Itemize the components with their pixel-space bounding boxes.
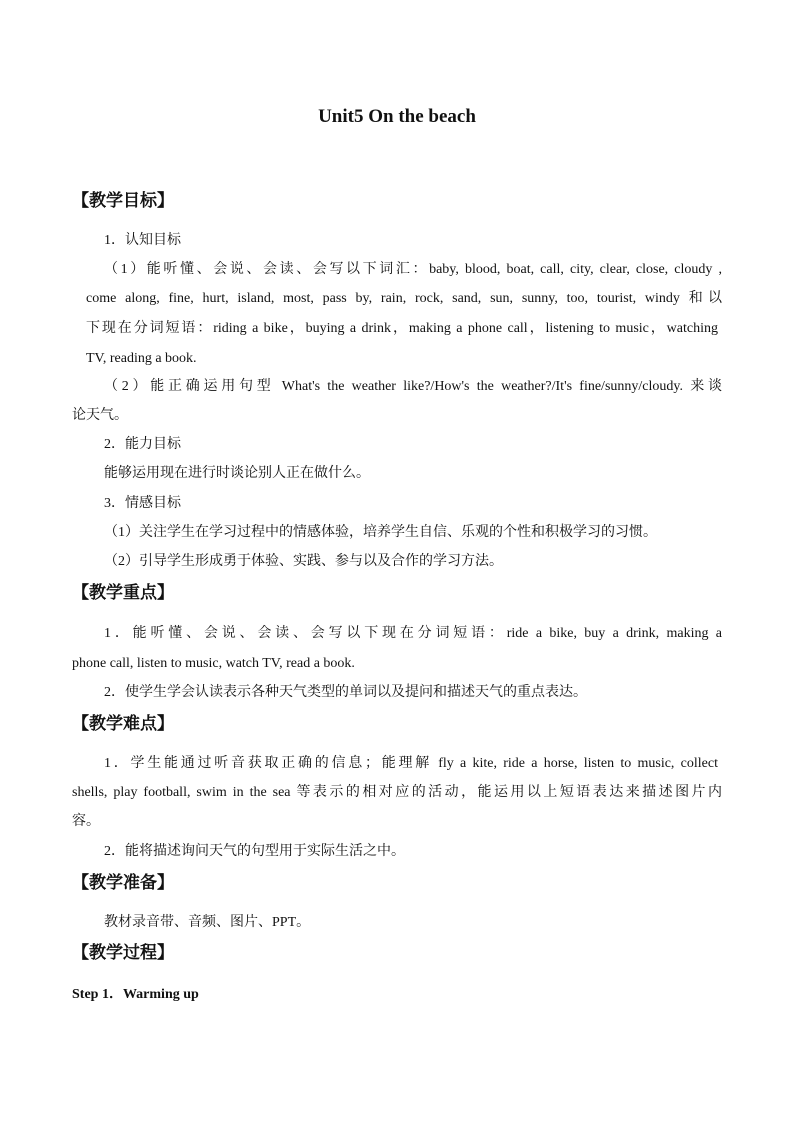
heading-key-points: 【教学重点】: [72, 583, 174, 603]
heading-process: 【教学过程】: [72, 943, 174, 963]
key-points-line-3: 2．使学生学会认读表示各种天气类型的单词以及提问和描述天气的重点表达。: [104, 685, 587, 700]
heading-difficulties: 【教学难点】: [72, 714, 174, 734]
objectives-line-7: 论天气。: [72, 408, 128, 423]
objectives-line-4: 下现在分词短语：riding a bike，buying a drink，making a phone call，listening to music，watching: [86, 321, 718, 336]
objectives-line-1: 1．认知目标: [104, 233, 181, 248]
difficulties-line-2: shells, play football, swim in the sea 等表示的相对应的活动，能运用以上短语表达来描述图片内: [72, 785, 722, 800]
difficulties-line-1: 1．学生能通过听音获取正确的信息；能理解 fly a kite, ride a horse, listen to music, collect: [104, 756, 718, 771]
objectives-line-3: come along, fine, hurt, island, most, pass by, rain, rock, sand, sun, sunny, too, tourist, windy 和以: [86, 291, 722, 306]
difficulties-line-3: 容。: [72, 814, 100, 829]
objectives-line-5: TV, reading a book.: [86, 351, 197, 366]
step-1-heading: Step 1．Warming up: [72, 987, 199, 1002]
objectives-line-6: （2）能正确运用句型 What's the weather like?/How's the weather?/It's fine/sunny/cloudy. 来谈: [104, 379, 722, 394]
preparation-line-1: 教材录音带、音频、图片、PPT。: [104, 915, 311, 930]
objectives-line-11: （1）关注学生在学习过程中的情感体验，培养学生自信、乐观的个性和积极学习的习惯。: [104, 525, 657, 540]
heading-objectives: 【教学目标】: [72, 191, 174, 211]
objectives-line-8: 2．能力目标: [104, 437, 181, 452]
page-title: Unit5 On the beach: [318, 106, 476, 127]
objectives-line-2: （1）能听懂、会说、会读、会写以下词汇：baby, blood, boat, call, city, clear, close, cloudy ,: [104, 262, 722, 277]
key-points-line-2: phone call, listen to music, watch TV, read a book.: [72, 656, 355, 671]
objectives-line-12: （2）引导学生形成勇于体验、实践、参与以及合作的学习方法。: [104, 554, 503, 569]
key-points-line-1: 1．能听懂、会说、会读、会写以下现在分词短语：ride a bike, buy a drink, making a: [104, 626, 722, 641]
heading-preparation: 【教学准备】: [72, 873, 174, 893]
difficulties-line-4: 2．能将描述询问天气的句型用于实际生活之中。: [104, 844, 405, 859]
objectives-line-10: 3．情感目标: [104, 496, 181, 511]
objectives-line-9: 能够运用现在进行时谈论别人正在做什么。: [104, 466, 370, 481]
